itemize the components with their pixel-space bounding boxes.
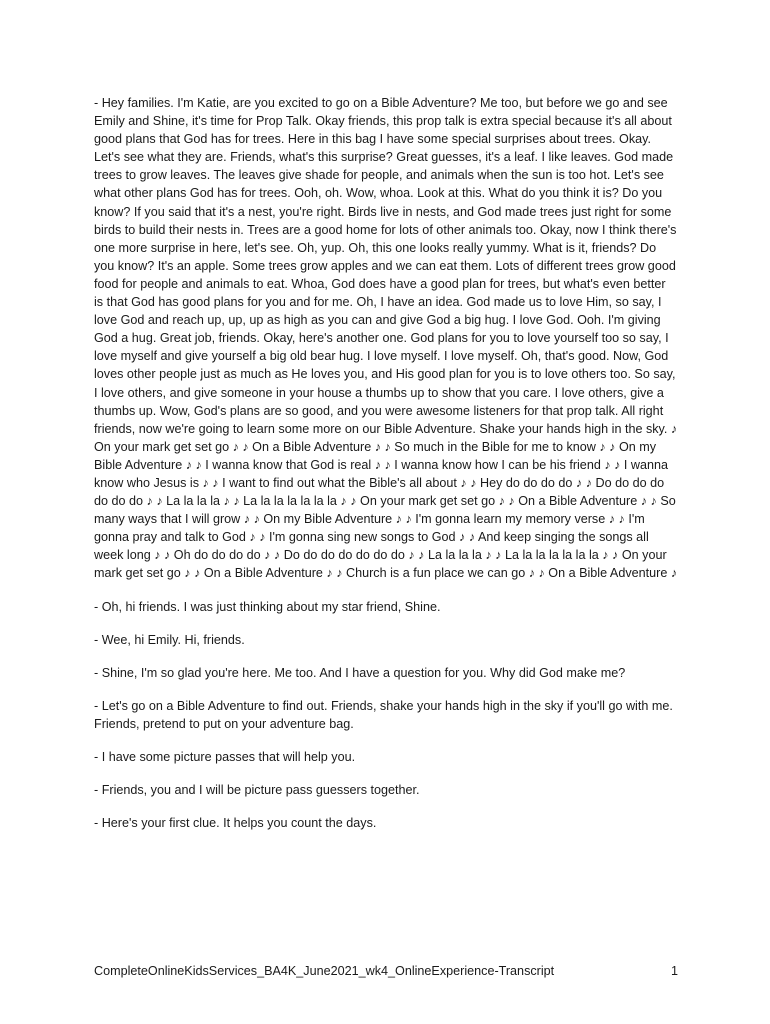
- transcript-paragraph: - Oh, hi friends. I was just thinking about my star friend, Shine.: [94, 599, 441, 614]
- transcript-paragraph: - Let's go on a Bible Adventure to find out. Friends, shake your hands high in the sky if you'll go with me. Friends, pretend to put on your adventure bag.: [94, 698, 673, 731]
- page-footer: [94, 962, 678, 980]
- page-number: 1: [670, 964, 678, 978]
- transcript-page: [94, 94, 678, 847]
- transcript-paragraph: - Here's your first clue. It helps you count the days.: [94, 816, 377, 831]
- transcript-paragraph: - I have some picture passes that will help you.: [94, 750, 356, 764]
- transcript-paragraph: - Wee, hi Emily. Hi, friends.: [94, 632, 245, 647]
- transcript-paragraph: - Shine, I'm so glad you're here. Me too. And I have a question for you. Why did God make me?: [94, 665, 626, 680]
- transcript-paragraph: - Hey families. I'm Katie, are you excited to go on a Bible Adventure? Me too, but before we go and see Emily and Shine, it's time for Prop Talk. Okay friends, this prop talk is extra special because it's all about good plans that God has for trees. Here in this bag I have some special surprises about trees. Okay. Let's see what they are. Friends, what's this surprise? Great guesses, it's a leaf. I like leaves. God made trees to grow leaves. The leaves give shade for people, and animals when the sun is too hot. Let's see what other plans God has for trees. Ooh, oh. Wow, whoa. Look at this. What do you think it is? Do you know? If you said that it's a nest, you're right. Birds live in nests, and God made trees just right for some birds to build their nests in. Trees are a good home for lots of other animals too. Okay, now I think there's one more surprise in here, let's see. Oh, yup. Oh, this one looks really yummy. What is it, friends? Do you know? It's an apple. Some trees grow apples and we can eat them. Lots of different trees grow good food for people and animals to eat. Whoa, God does have a good plan for trees, but what's even better is that God has good plans for you and for me. Oh, I have an idea. God made us to love Him, so say, I love God and reach up, up, up as high as you can and give God a big hug. I love God. Ooh. I'm giving God a hug. Great job, friends. Okay, here's another one. God plans for you to love yourself too so say, I love myself and give yourself a big old bear hug. I love myself. I love myself. Oh, that's good. Now, God loves other people just as much as He loves you, and His good plan for you is to love others too. So say, I love others, and give someone in your house a thumbs up to show that you care. I love others, give a thumbs up. Wow, God's plans are so good, and you were awesome listeners for that prop talk. All right friends, now we're going to learn some more on our Bible Adventure. Shake your hands high in the sky. ♪ On your mark get set go ♪ ♪ On a Bible Adventure ♪ ♪ So much in the Bible for me to know ♪ ♪ On my Bible Adventure ♪ ♪ I wanna know that God is real ♪ ♪ I wanna know how I can be his friend ♪ ♪ I wanna know who Jesus is ♪ ♪ I want to find out what the Bible's all about ♪ ♪ Hey do do do do ♪ ♪ Do do do do do do do ♪ ♪ La la la la ♪ ♪ La la la la la la la ♪ ♪ On your mark get set go ♪ ♪ On a Bible Adventure ♪ ♪ So many ways that I will grow ♪ ♪ On my Bible Adventure ♪ ♪ I'm gonna learn my memory verse ♪ ♪ I'm gonna pray and talk to God ♪ ♪ I'm gonna sing new songs to God ♪ ♪ And keep singing the songs all week long ♪ ♪ Oh do do do do ♪ ♪ Do do do do do do do ♪ ♪ La la la la ♪ ♪ La la la la la la la ♪ ♪ On your mark get set go ♪ ♪ On a Bible Adventure ♪ ♪ Church is a fun place we can go ♪ ♪ On a Bible Adventure ♪: [94, 96, 678, 581]
- transcript-paragraph: - Friends, you and I will be picture pass guessers together.: [94, 783, 420, 798]
- footer-filename: CompleteOnlineKidsServices_BA4K_June2021_wk4_OnlineExperience-Transcript: [94, 964, 555, 978]
